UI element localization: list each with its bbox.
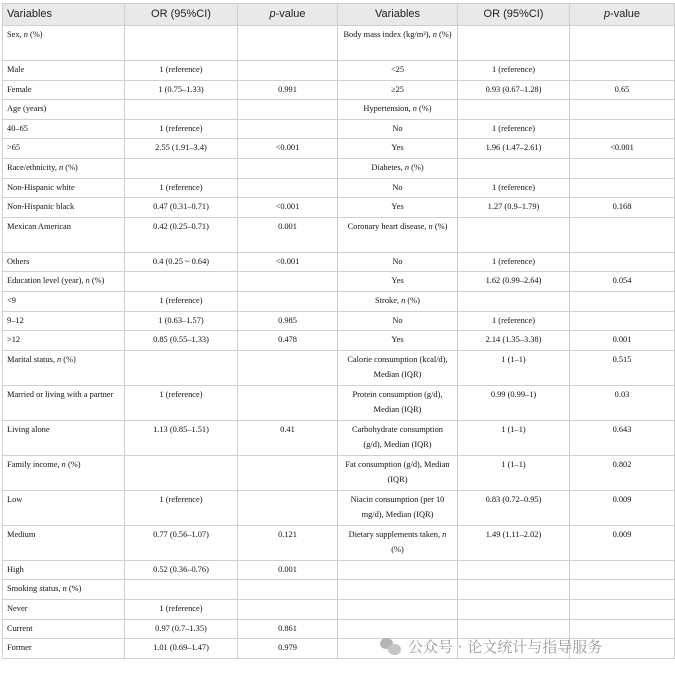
row-variable-left: Female — [3, 80, 125, 100]
row-or-left: 2.55 (1.91–3.4) — [125, 139, 238, 159]
row-pvalue-left — [238, 385, 338, 420]
row-or-left — [125, 580, 238, 600]
row-pvalue-right: 0.001 — [570, 331, 675, 351]
table-row — [3, 198, 675, 218]
row-variable-left: Married or living with a partner — [3, 385, 125, 420]
header-pvalue-suffix-right: -value — [610, 8, 641, 20]
row-pvalue-left — [238, 119, 338, 139]
row-or-right: 1 (1–1) — [458, 455, 570, 490]
row-variable-left: Sex, n (%) — [3, 26, 125, 61]
row-pvalue-left: 0.985 — [238, 311, 338, 331]
row-variable-right — [338, 580, 458, 600]
row-pvalue-right: 0.009 — [570, 490, 675, 525]
row-pvalue-right — [570, 580, 675, 600]
row-pvalue-left — [238, 291, 338, 311]
header-p-right: p — [603, 8, 611, 20]
odds-ratio-table — [2, 3, 675, 659]
row-or-right: 0.99 (0.99–1) — [458, 385, 570, 420]
row-variable-left: Low — [3, 490, 125, 525]
row-pvalue-left — [238, 490, 338, 525]
row-variable-left: 9–12 — [3, 311, 125, 331]
row-pvalue-right — [570, 599, 675, 619]
row-or-right: 1 (1–1) — [458, 420, 570, 455]
row-or-left: 0.42 (0.25–0.71) — [125, 217, 238, 252]
row-pvalue-right — [570, 252, 675, 272]
row-pvalue-right — [570, 178, 675, 198]
watermark — [380, 636, 602, 657]
row-variable-left: Medium — [3, 525, 125, 560]
row-variable-left: Mexican American — [3, 217, 125, 252]
row-or-right — [458, 580, 570, 600]
row-or-left: 0.77 (0.56–1.07) — [125, 525, 238, 560]
row-variable-right: Yes — [338, 139, 458, 159]
row-variable-right: No — [338, 119, 458, 139]
row-variable-right — [338, 599, 458, 619]
watermark-text: 公众号 · 论文统计与指导服务 — [408, 638, 603, 656]
row-pvalue-left — [238, 26, 338, 61]
row-pvalue-right — [570, 61, 675, 81]
row-pvalue-right — [570, 311, 675, 331]
row-or-left: 1 (reference) — [125, 178, 238, 198]
row-variable-left: Living alone — [3, 420, 125, 455]
row-variable-right: Niacin consumption (per 10 mg/d), Median (IQR) — [338, 490, 458, 525]
row-pvalue-left — [238, 350, 338, 385]
row-pvalue-left: <0.001 — [238, 252, 338, 272]
row-or-left: 1 (0.63–1.57) — [125, 311, 238, 331]
table-row — [3, 560, 675, 580]
row-or-left: 1 (reference) — [125, 119, 238, 139]
row-pvalue-left: 0.121 — [238, 525, 338, 560]
table-row — [3, 158, 675, 178]
row-pvalue-right: 0.03 — [570, 385, 675, 420]
row-variable-right: Yes — [338, 331, 458, 351]
row-variable-right: Fat consumption (g/d), Median (IQR) — [338, 455, 458, 490]
row-pvalue-right — [570, 560, 675, 580]
row-or-right — [458, 100, 570, 120]
row-pvalue-left: 0.001 — [238, 560, 338, 580]
header-p-left: p — [269, 8, 276, 20]
table-row — [3, 420, 675, 455]
row-or-left — [125, 350, 238, 385]
header-pvalue-suffix-left: -value — [275, 8, 306, 20]
row-or-right — [458, 217, 570, 252]
row-or-right: 1 (reference) — [458, 252, 570, 272]
table-row — [3, 217, 675, 252]
table-row — [3, 525, 675, 560]
row-variable-right: Coronary heart disease, n (%) — [338, 217, 458, 252]
row-pvalue-right: <0.001 — [570, 139, 675, 159]
row-variable-left: Others — [3, 252, 125, 272]
row-pvalue-right — [570, 158, 675, 178]
row-variable-left: Never — [3, 599, 125, 619]
row-variable-right: No — [338, 252, 458, 272]
row-or-right: 0.93 (0.67–1.28) — [458, 80, 570, 100]
row-or-left — [125, 272, 238, 292]
row-or-left: 1.13 (0.85–1.51) — [125, 420, 238, 455]
row-or-right: 1.62 (0.99–2.64) — [458, 272, 570, 292]
table-row — [3, 26, 675, 61]
row-or-left — [125, 158, 238, 178]
header-pvalue-left — [238, 4, 338, 26]
row-variable-left: Age (years) — [3, 100, 125, 120]
row-pvalue-right: 0.009 — [570, 525, 675, 560]
row-pvalue-left — [238, 158, 338, 178]
row-variable-left: Family income, n (%) — [3, 455, 125, 490]
table-row — [3, 331, 675, 351]
table-row — [3, 252, 675, 272]
table-row — [3, 178, 675, 198]
row-pvalue-left — [238, 580, 338, 600]
row-variable-left: Education level (year), n (%) — [3, 272, 125, 292]
row-or-left: 0.97 (0.7–1.35) — [125, 619, 238, 639]
table-row — [3, 139, 675, 159]
row-variable-right: Yes — [338, 272, 458, 292]
row-or-left: 1 (reference) — [125, 385, 238, 420]
row-or-left — [125, 100, 238, 120]
row-or-right: 1.96 (1.47–2.61) — [458, 139, 570, 159]
header-or-left: OR (95%CI) — [125, 4, 238, 26]
row-pvalue-left: 0.861 — [238, 619, 338, 639]
row-variable-left: Non-Hispanic white — [3, 178, 125, 198]
table-row — [3, 272, 675, 292]
row-pvalue-left: 0.001 — [238, 217, 338, 252]
row-or-right — [458, 599, 570, 619]
table-row — [3, 385, 675, 420]
row-pvalue-left — [238, 272, 338, 292]
row-pvalue-left: 0.41 — [238, 420, 338, 455]
row-pvalue-left: 0.979 — [238, 639, 338, 659]
row-or-right: 1.49 (1.11–2.02) — [458, 525, 570, 560]
row-or-right: 1.27 (0.9–1.79) — [458, 198, 570, 218]
row-or-right: 1 (reference) — [458, 61, 570, 81]
wechat-icon — [380, 638, 402, 656]
row-or-right: 0.83 (0.72–0.95) — [458, 490, 570, 525]
row-pvalue-left: <0.001 — [238, 139, 338, 159]
row-pvalue-right — [570, 26, 675, 61]
row-variable-right: Hypertension, n (%) — [338, 100, 458, 120]
row-variable-right: Protein consumption (g/d), Median (IQR) — [338, 385, 458, 420]
header-variables-right: Variables — [338, 4, 458, 26]
row-pvalue-right: 0.168 — [570, 198, 675, 218]
row-variable-right: Diabetes, n (%) — [338, 158, 458, 178]
header-or-right: OR (95%CI) — [458, 4, 570, 26]
row-variable-right: <25 — [338, 61, 458, 81]
row-or-right: 1 (reference) — [458, 178, 570, 198]
row-variable-right: Carbohydrate consumption (g/d), Median (IQR) — [338, 420, 458, 455]
row-pvalue-left: 0.991 — [238, 80, 338, 100]
header-variables-left: Variables — [3, 4, 125, 26]
row-variable-left: Marital status, n (%) — [3, 350, 125, 385]
row-pvalue-left: <0.001 — [238, 198, 338, 218]
table-row — [3, 119, 675, 139]
row-pvalue-right — [570, 119, 675, 139]
row-variable-left: Male — [3, 61, 125, 81]
row-pvalue-right: 0.515 — [570, 350, 675, 385]
row-variable-left: Former — [3, 639, 125, 659]
table-row — [3, 61, 675, 81]
row-pvalue-right: 0.054 — [570, 272, 675, 292]
row-variable-right: Yes — [338, 198, 458, 218]
row-or-left: 0.47 (0.31–0.71) — [125, 198, 238, 218]
row-pvalue-right — [570, 217, 675, 252]
row-pvalue-left: 0.478 — [238, 331, 338, 351]
row-variable-left: Current — [3, 619, 125, 639]
row-pvalue-right — [570, 100, 675, 120]
row-variable-right: Stroke, n (%) — [338, 291, 458, 311]
header-row — [3, 4, 675, 26]
row-pvalue-left — [238, 599, 338, 619]
table-row — [3, 580, 675, 600]
row-variable-left: <9 — [3, 291, 125, 311]
row-pvalue-left — [238, 61, 338, 81]
row-or-right — [458, 158, 570, 178]
row-variable-left: 40–65 — [3, 119, 125, 139]
row-pvalue-left — [238, 455, 338, 490]
row-variable-left: >12 — [3, 331, 125, 351]
row-or-left: 0.4 (0.25 ~ 0.64) — [125, 252, 238, 272]
row-or-left: 1 (reference) — [125, 599, 238, 619]
row-or-left: 1 (reference) — [125, 490, 238, 525]
row-or-left: 0.85 (0.55–1.33) — [125, 331, 238, 351]
row-pvalue-right: 0.643 — [570, 420, 675, 455]
row-pvalue-left — [238, 100, 338, 120]
table-row — [3, 490, 675, 525]
row-or-left: 1 (reference) — [125, 291, 238, 311]
row-pvalue-left — [238, 178, 338, 198]
row-or-right: 2.14 (1.35–3.38) — [458, 331, 570, 351]
table-row — [3, 291, 675, 311]
row-or-right — [458, 560, 570, 580]
row-variable-right — [338, 560, 458, 580]
table-row — [3, 100, 675, 120]
row-pvalue-right: 0.802 — [570, 455, 675, 490]
row-or-right — [458, 291, 570, 311]
table-row — [3, 311, 675, 331]
row-variable-left: High — [3, 560, 125, 580]
row-variable-right: Dietary supplements taken, n (%) — [338, 525, 458, 560]
row-pvalue-right — [570, 291, 675, 311]
row-pvalue-right: 0.65 — [570, 80, 675, 100]
row-variable-right: Body mass index (kg/m²), n (%) — [338, 26, 458, 61]
row-variable-left: Non-Hispanic black — [3, 198, 125, 218]
row-or-left: 1 (reference) — [125, 61, 238, 81]
row-or-left: 0.52 (0.36–0.76) — [125, 560, 238, 580]
row-variable-right: No — [338, 178, 458, 198]
row-variable-left: Race/ethnicity, n (%) — [3, 158, 125, 178]
row-or-right: 1 (reference) — [458, 311, 570, 331]
row-or-right: 1 (1–1) — [458, 350, 570, 385]
row-or-left: 1 (0.75–1.33) — [125, 80, 238, 100]
row-or-left — [125, 26, 238, 61]
row-variable-right: Calorie consumption (kcal/d), Median (IQR) — [338, 350, 458, 385]
table-row — [3, 350, 675, 385]
table-body — [3, 26, 675, 659]
row-variable-left: Smoking status, n (%) — [3, 580, 125, 600]
row-variable-right: ≥25 — [338, 80, 458, 100]
row-variable-right: No — [338, 311, 458, 331]
row-or-left — [125, 455, 238, 490]
table-row — [3, 80, 675, 100]
row-or-right: 1 (reference) — [458, 119, 570, 139]
row-variable-left: >65 — [3, 139, 125, 159]
table-row — [3, 455, 675, 490]
row-or-left: 1.01 (0.69–1.47) — [125, 639, 238, 659]
row-or-right — [458, 26, 570, 61]
table-row — [3, 599, 675, 619]
header-pvalue-right — [570, 4, 675, 26]
